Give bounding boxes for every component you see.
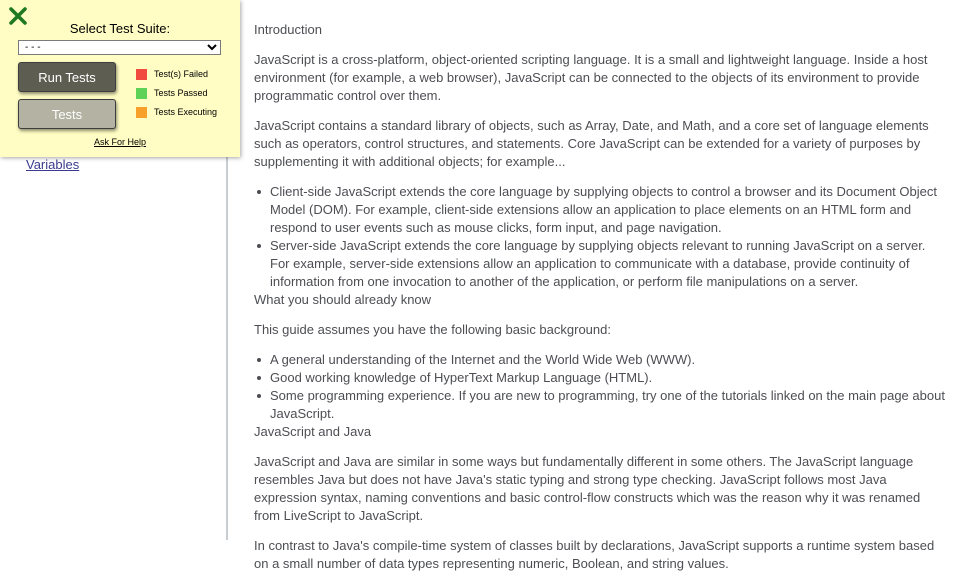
section-title-prerequisites: What you should already know bbox=[254, 292, 432, 307]
paragraph: JavaScript contains a standard library of objects, such as Array, Date, and Math, and a core set of language elements such as operators, control structures, and statements. Core JavaScript can be extended for a variety of purposes by supplementing it with additional objects; for example... bbox=[254, 118, 929, 169]
paragraph: JavaScript and Java are similar in some ways but fundamentally different in some others. The JavaScript language resembles Java but does not have Java's static typing and strong type checking. JavaScript follows most Java expression syntax, naming conventions and basic control-flow constructs which was the reason why it was renamed from LiveScript to JavaScript. bbox=[254, 454, 921, 523]
legend-swatch-passed bbox=[136, 88, 147, 99]
list-item: Some programming experience. If you are new to programming, try one of the tutorials linked on the main page about JavaScript. bbox=[254, 387, 948, 423]
list-item: A general understanding of the Internet and the World Wide Web (WWW). bbox=[254, 351, 948, 369]
paragraph: JavaScript is a cross-platform, object-oriented scripting language. It is a small and lightweight language. Inside a host environment (for example, a web browser), JavaScript can be connected to the objects of its environment to provide programmatic control over them. bbox=[254, 52, 928, 103]
panel-title: Select Test Suite: bbox=[69, 21, 171, 36]
list-item: Server-side JavaScript extends the core language by supplying objects relevant to running JavaScript on a server. For example, server-side extensions allow an application to communicate with a database, provide continuity of information from one invocation to another of the application, or perform file manipulations on a server. bbox=[254, 237, 948, 291]
legend-label: Test(s) Failed bbox=[154, 69, 209, 79]
legend-swatch-executing bbox=[136, 107, 147, 118]
section-title-introduction: Introduction bbox=[254, 22, 322, 37]
test-suite-panel bbox=[0, 0, 240, 157]
section-title-javascript-and-java: JavaScript and Java bbox=[254, 424, 372, 439]
tests-button[interactable]: Tests bbox=[18, 99, 116, 129]
ask-for-help-link[interactable]: Ask For Help bbox=[94, 137, 147, 147]
paragraph: This guide assumes you have the following basic background: bbox=[254, 322, 611, 337]
legend-swatch-failed bbox=[136, 69, 147, 80]
legend-label: Tests Passed bbox=[154, 88, 208, 98]
test-suite-select[interactable] bbox=[18, 40, 221, 55]
run-tests-button[interactable]: Run Tests bbox=[18, 62, 116, 92]
legend-label: Tests Executing bbox=[154, 107, 218, 117]
list-item: Good working knowledge of HyperText Markup Language (HTML). bbox=[254, 369, 948, 387]
list-item: Client-side JavaScript extends the core language by supplying objects to control a browser and its Document Object Model (DOM). For example, client-side extensions allow an application to place elements on an HTML form and respond to user events such as mouse clicks, form input, and page navigation. bbox=[254, 183, 948, 237]
paragraph: In contrast to Java's compile-time system of classes built by declarations, JavaScript supports a runtime system based on a small number of data types representing numeric, Boolean, and string values. bbox=[254, 538, 935, 571]
bullet-list bbox=[254, 183, 948, 291]
bullet-list bbox=[254, 351, 948, 423]
nav-link-variables[interactable]: Variables bbox=[26, 157, 80, 172]
main-content bbox=[254, 0, 948, 571]
